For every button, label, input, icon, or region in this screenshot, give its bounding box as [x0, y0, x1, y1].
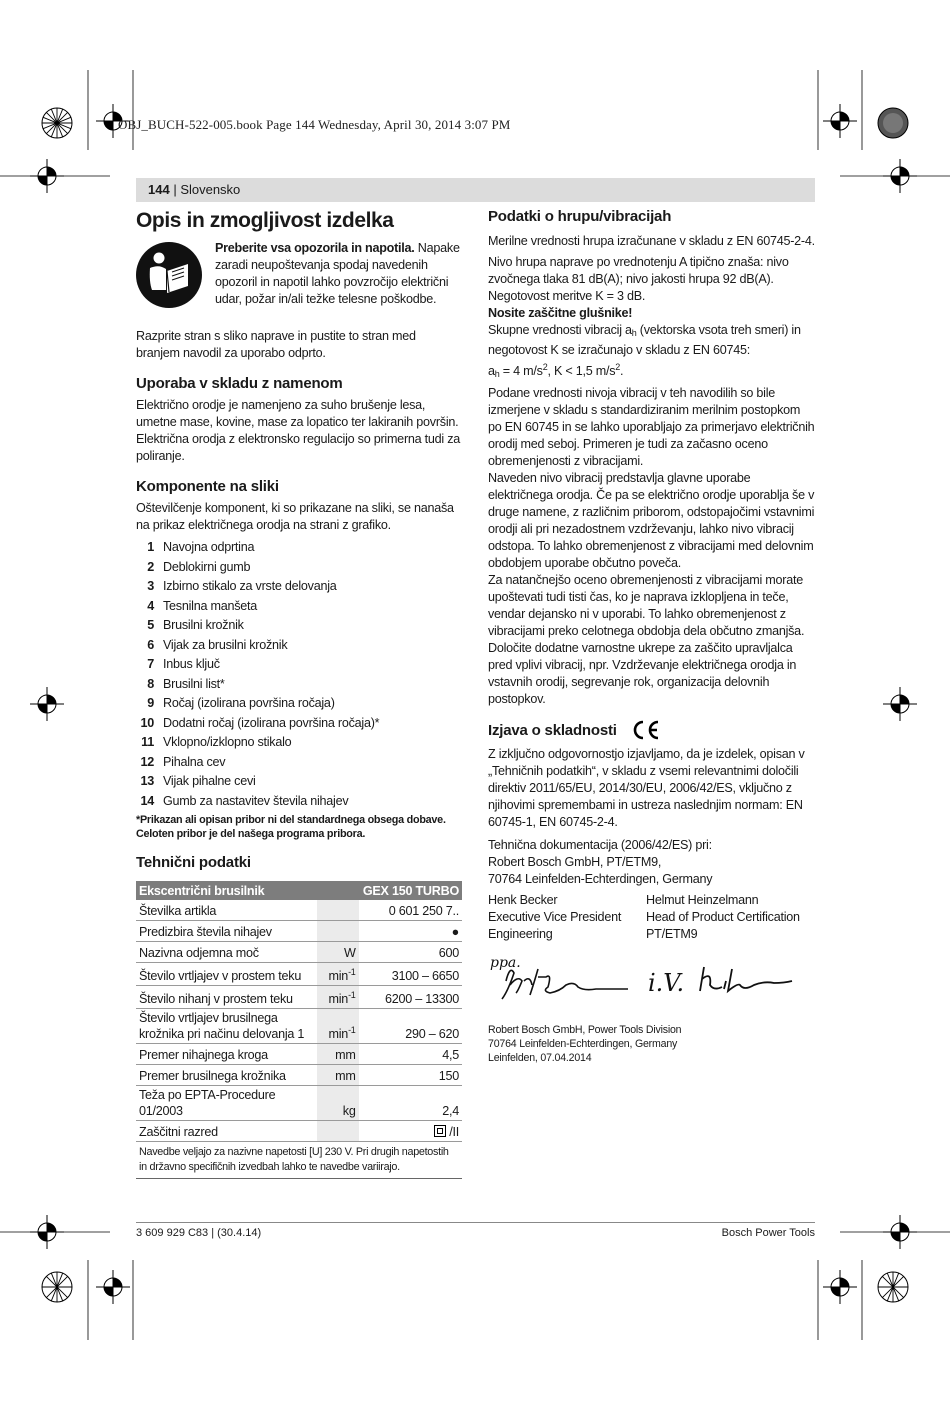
- conformity-heading: Izjava o skladnosti: [488, 718, 815, 744]
- spec-label: Premer nihajnega kroga: [136, 1044, 317, 1065]
- table-head-label: Ekscentrični brusilnik: [136, 881, 359, 900]
- page-language: Slovensko: [180, 182, 241, 197]
- item-number: 9: [147, 696, 154, 710]
- vib-p4: Za natančnejšo oceno obremenjenosti z vibracijami morate upoštevati tudi tisti čas, ko je naprava izklopljena in teče, vendar dejansko ni v uporabi. To lahko obremenjenost z vibracijami preko celotnega obdobja dela občutno zmanjša.: [488, 573, 805, 638]
- item-number: 12: [140, 754, 154, 769]
- page-header-bar: 144 | Slovensko: [136, 178, 815, 202]
- list-item: [136, 636, 462, 656]
- tech-heading: Tehnični podatki: [136, 854, 251, 871]
- item-label: Gumb za nastavitev števila nihajev: [163, 793, 349, 808]
- components-list: [136, 538, 462, 811]
- spec-value: 600: [359, 942, 462, 963]
- spec-unit: $\min^{-1}$: [317, 963, 359, 986]
- table-note-row: [136, 1142, 462, 1179]
- spec-unit: [317, 900, 359, 921]
- spec-unit: $\min^{-1}$: [317, 1009, 359, 1044]
- table-row: [136, 1065, 462, 1086]
- list-item: [136, 792, 462, 812]
- signer2-title1: Head of Product Certification: [646, 910, 800, 924]
- spec-unit: mm: [317, 1065, 359, 1086]
- item-number: 2: [147, 559, 154, 574]
- spec-label: Predizbira števila nihajev: [136, 921, 317, 942]
- left-column: [136, 206, 462, 1179]
- item-label: Deblokirni gumb: [163, 559, 251, 574]
- spec-label: Teža po EPTA-Procedure 01/2003: [136, 1086, 317, 1121]
- tech-data-table: [136, 881, 462, 1179]
- spec-value: 4,5: [359, 1044, 462, 1065]
- spec-value: 3100 – 6650: [359, 963, 462, 986]
- crosshair-icon: [883, 159, 917, 193]
- vib-p5: Določite dodatne varnostne ukrepe za zaščito upravljalca pred vplivi vibracij, npr. Vzdrževanje električnega orodja in vstavnih orodij, segrevanje rok, organizacija delovnih postopkov.: [488, 641, 797, 706]
- list-item: [136, 714, 462, 734]
- footer-rule: [136, 1222, 815, 1223]
- vib-values: $a_h = 4$ $m/s^2$, K < 1,5 $m/s^2$.: [488, 362, 624, 379]
- spec-value: 290 – 620: [359, 1009, 462, 1044]
- crosshair-icon: [883, 687, 917, 721]
- spec-unit: [317, 921, 359, 942]
- table-row: [136, 900, 462, 921]
- spec-label: Število nihanj v prostem teku: [136, 986, 317, 1009]
- list-item: [136, 655, 462, 675]
- list-item: [136, 538, 462, 558]
- item-label: Vklopno/izklopno stikalo: [163, 735, 292, 749]
- bottom-company: Robert Bosch GmbH, Power Tools Division: [488, 1024, 682, 1036]
- table-note: Navedbe veljajo za nazivne napetosti [U] 230 V. Pri drugih napetostih in državno specifičnih izvedbah lahko te navedbe variirajo.: [136, 1142, 462, 1179]
- list-item: [136, 733, 462, 753]
- bottom-address: 70764 Leinfelden-Echterdingen, Germany: [488, 1038, 678, 1050]
- svg-text:i.V.: i.V.: [648, 969, 685, 997]
- spec-value: ●: [359, 921, 462, 942]
- item-label: Ročaj (izolirana površina ročaja): [163, 696, 335, 710]
- crosshair-icon: [30, 687, 64, 721]
- ce-mark-icon: [631, 720, 661, 740]
- spec-unit: mm: [317, 1044, 359, 1065]
- page-number: 144: [148, 182, 170, 197]
- spec-label: Zaščitni razred: [136, 1121, 317, 1142]
- list-item: [136, 753, 462, 773]
- item-label: Brusilni krožnik: [163, 618, 244, 632]
- crosshair-icon: [30, 1215, 64, 1249]
- intro-text: Razprite stran s sliko naprave in pustite to stran med branjem navodil za uporabo odprto.: [136, 329, 416, 360]
- vib-p3: Naveden nivo vibracij predstavlja glavne uporabe električnega orodja. Če pa se električno orodje uporablja še v druge namene, z različnim priborom, odstopajočimi vstavnimi orodji ali pri nezadostnem vzdrževanju, lahko nivo vibracij odstopa. To lahko obremenjenost z vibracijami med delovnim obdobjem uporabe občutno poveča.: [488, 471, 815, 570]
- warning-block: [136, 240, 462, 328]
- list-item: [136, 772, 462, 792]
- spec-unit: kg: [317, 1086, 359, 1121]
- table-row: [136, 1121, 462, 1142]
- warning-text: Preberite vsa opozorila in napotila. Napake zaradi neupoštevanja spodaj navedenih opozoril in napotil lahko povzročijo električni udar, požar in/ali težke telesne poškodbe.: [215, 241, 460, 306]
- components-heading: Komponente na sliki: [136, 478, 279, 495]
- list-item: [136, 675, 462, 695]
- components-text: Oštevilčenje komponent, ki so prikazane na sliki, se nanaša na prikaz električnega orodja na strani z grafiko.: [136, 501, 454, 532]
- table-head-model: GEX 150 TURBO: [359, 881, 462, 900]
- spec-value: 150: [359, 1065, 462, 1086]
- crosshair-icon: [883, 1215, 917, 1249]
- item-number: 5: [147, 618, 154, 632]
- noise-bold: Nosite zaščitne glušnike!: [488, 306, 633, 320]
- table-row: [136, 986, 462, 1009]
- list-item: [136, 616, 462, 636]
- spec-label: Številka artikla: [136, 900, 317, 921]
- item-number: 4: [147, 598, 154, 613]
- table-row: [136, 921, 462, 942]
- signer1-title2: Engineering: [488, 927, 553, 941]
- protection-class-icon: [434, 1125, 446, 1137]
- footnote: *Prikazan ali opisan pribor ni del standardnega obsega dobave. Celoten pribor je del našega programa pribora.: [136, 814, 446, 840]
- registration-wheel-icon: [40, 1270, 74, 1304]
- item-number: 7: [147, 657, 154, 671]
- item-number: 11: [141, 735, 154, 749]
- registration-wheel-icon: [40, 106, 74, 140]
- list-item: [136, 577, 462, 597]
- right-column: [488, 207, 815, 1065]
- section-title: Opis in zmogljivost izdelka: [136, 209, 394, 232]
- spec-unit: $\min^{-1}$: [317, 986, 359, 1009]
- table-row: [136, 1086, 462, 1121]
- item-label: Vijak pihalne cevi: [163, 774, 256, 788]
- item-number: 14: [140, 793, 154, 808]
- spec-unit: W: [317, 942, 359, 963]
- usage-heading: Uporaba v skladu z namenom: [136, 375, 343, 392]
- list-item: [136, 558, 462, 578]
- svg-text:ppa.: ppa.: [490, 955, 521, 971]
- list-item: [136, 597, 462, 617]
- company: Robert Bosch GmbH, PT/ETM9,: [488, 855, 662, 869]
- vib-p2: Podane vrednosti nivoja vibracij v teh navodilih so bile izmerjene v skladu s standardiziranim merilnim postopkom po EN 60745 in se lahko uporabljajo za primerjavo električnih orodij med seboj. Primeren je tudi za začasno oceno obremenjenosti z vibracijami.: [488, 386, 815, 468]
- noise-p1: Merilne vrednosti hrupa izračunane v skladu z EN 60745-2-4.: [488, 234, 815, 248]
- signer1-name: Henk Becker: [488, 893, 558, 907]
- item-number: 3: [147, 579, 154, 593]
- registration-gray-icon: [876, 106, 910, 140]
- read-manual-icon: [136, 242, 202, 308]
- footer-doc-id: 3 609 929 C83 | (30.4.14): [136, 1227, 262, 1239]
- item-number: 6: [147, 637, 154, 652]
- noise-heading: Podatki o hrupu/vibracijah: [488, 208, 672, 225]
- item-label: Dodatni ročaj (izolirana površina ročaja)*: [163, 715, 380, 730]
- crosshair-icon: [823, 104, 857, 138]
- item-label: Izbirno stikalo za vrste delovanja: [163, 579, 337, 593]
- conformity-text: Z izključno odgovornostjo izjavljamo, da je izdelek, opisan v „Tehničnih podatkih“, v skladu z vsemi relevantnimi določili direktiv 2011/65/EU, 2014/30/EU, 2006/42/ES, vključno z njihovimi spremembami in ustreza naslednjim normam: EN 60745-1, EN 60745-2-4.: [488, 747, 805, 829]
- vib-p1: Skupne vrednosti vibracij $a_h$ (vektorska vsota treh smeri) in negotovost K se izračunajo v skladu z EN 60745:: [488, 323, 801, 357]
- signer2-name: Helmut Heinzelmann: [646, 893, 759, 907]
- list-item: [136, 694, 462, 714]
- tech-doc: Tehnična dokumentacija (2006/42/ES) pri:: [488, 838, 712, 852]
- bottom-date: Leinfelden, 07.04.2014: [488, 1052, 592, 1064]
- signer1-title1: Executive Vice President: [488, 910, 622, 924]
- spec-label: Nazivna odjemna moč: [136, 942, 317, 963]
- usage-text: Električno orodje je namenjeno za suho brušenje lesa, umetne mase, kovine, mase za lopatico ter lakiranih površin. Električna orodja z elektronsko regulacijo so primerna tudi za poliranje.: [136, 398, 460, 463]
- item-number: 8: [147, 676, 154, 691]
- item-label: Pihalna cev: [163, 754, 226, 769]
- signers: [488, 892, 815, 943]
- item-label: Navojna odprtina: [163, 540, 255, 554]
- spec-value: 0 601 250 7..: [359, 900, 462, 921]
- table-row: [136, 942, 462, 963]
- registration-wheel-icon: [876, 1270, 910, 1304]
- item-number: 1: [147, 540, 154, 554]
- spec-unit: [317, 1121, 359, 1142]
- item-number: 13: [140, 774, 154, 788]
- item-label: Inbus ključ: [163, 657, 220, 671]
- footer-brand: Bosch Power Tools: [721, 1227, 815, 1239]
- handwritten-signatures: [488, 951, 808, 1015]
- spec-value: /II: [359, 1121, 462, 1142]
- item-label: Vijak za brusilni krožnik: [163, 637, 288, 652]
- table-row: [136, 963, 462, 986]
- spec-value: 6200 – 13300: [359, 986, 462, 1009]
- table-row: [136, 1009, 462, 1044]
- table-row: [136, 1044, 462, 1065]
- noise-p2: Nivo hrupa naprave po vrednotenju A tipično znaša: nivo zvočnega tlaka 81 dB(A); nivo jakosti hrupa 92 dB(A). Negotovost meritve K = 3 dB.: [488, 255, 789, 303]
- item-label: Brusilni list*: [163, 676, 225, 691]
- spec-label: Premer brusilnega krožnika: [136, 1065, 317, 1086]
- item-label: Tesnilna manšeta: [163, 598, 258, 613]
- spec-label: Število vrtljajev v prostem teku: [136, 963, 317, 986]
- crosshair-icon: [96, 1270, 130, 1304]
- item-number: 10: [140, 715, 154, 730]
- signer2-title2: PT/ETM9: [646, 927, 698, 941]
- crosshair-icon: [823, 1270, 857, 1304]
- file-info-line: OBJ_BUCH-522-005.book Page 144 Wednesday, April 30, 2014 3:07 PM: [118, 117, 511, 132]
- spec-label: Število vrtljajev brusilnega krožnika pri načinu delovanja 1: [136, 1009, 317, 1044]
- crosshair-icon: [30, 159, 64, 193]
- spec-value: 2,4: [359, 1086, 462, 1121]
- address: 70764 Leinfelden-Echterdingen, Germany: [488, 872, 713, 886]
